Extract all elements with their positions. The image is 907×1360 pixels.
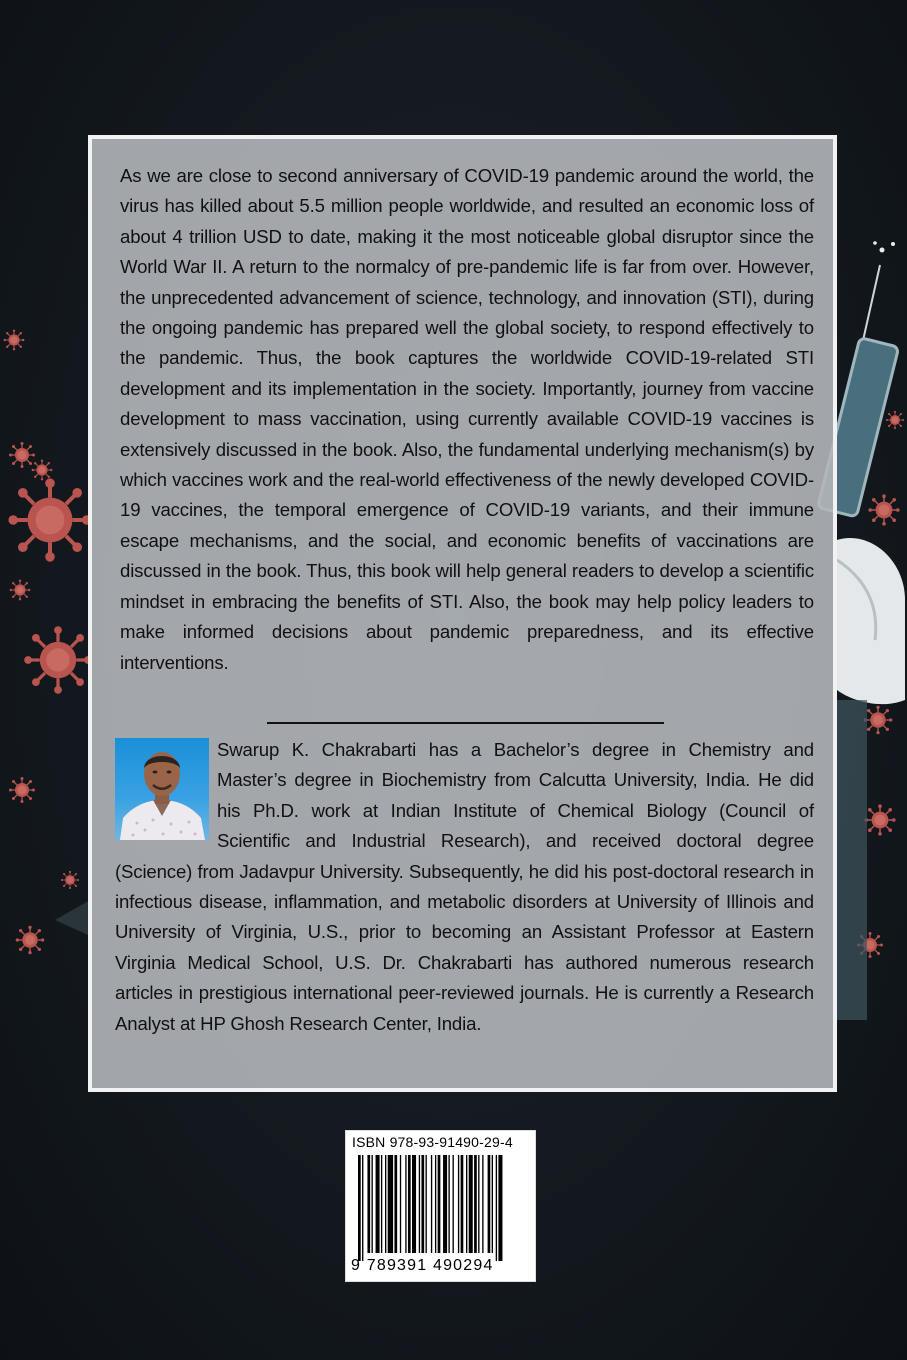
virus-icon [10,580,31,601]
isbn-label: ISBN 978-93-91490-29-4 [352,1134,513,1150]
isbn-barcode [345,1130,536,1282]
book-synopsis: As we are close to second anniversary of COVID-19 pandemic around the world, the virus has killed about 5.5 million people worldwide, and resulted an economic loss of about 4 trillion USD to date, making it the most noticeable global disruptor since the World War II. A return to the normalcy of pre-pandemic life is far from over. However, the unprecedented advancement of science, technology, and innovation (STI), during the ongoing pandemic has prepared well the global society, to respond effectively to the pandemic. Thus, the book captures the worldwide COVID-19-related STI development and its implementation in the society. Importantly, journey from vaccine development to mass vaccination, using currently available COVID-19 vaccines is extensively discussed in the book. Also, the fundamental underlying mechanism(s) by which vaccines work and the real-world effectiveness of the newly developed COVID-19 vaccines, the temporal emergence of COVID-19 variants, and their immune escape mechanisms, and the social, and economic benefits of vaccinations are discussed in the book. Thus, this book will help general readers to develop a scientific mindset in embracing the benefits of STI. Also, the book may help policy leaders to make informed decisions about pandemic preparedness, and its effective interventions. [120,165,814,673]
author-biography-text: Swarup K. Chakrabarti has a Bachelor’s degree in Chemistry and Master’s degree in Biochemistry from Calcutta University, India. He did his Ph.D. work at Indian Institute of Chemical Biology (Council of Scientific and Industrial Research), and received doctoral degree (Science) from Jadavpur University. Subsequently, he did his post-doctoral research in infectious disease, inflammation, and metabolic disorders at University of Illinois and University of Virginia, U.S., prior to becoming an Assistant Professor at Eastern Virginia Medical School, U.S. Dr. Chakrabarti has authored numerous research articles in prestigious international peer-reviewed journals. He is currently a Research Analyst at HP Ghosh Research Center, India. [115,739,814,1034]
virus-icon [61,871,79,889]
virus-icon [32,460,53,481]
ean-digits: 9 789391 490294 [351,1257,494,1274]
virus-icon [864,706,893,735]
back-cover-text-panel [88,135,837,1092]
virus-icon [9,777,35,803]
author-biography [115,735,814,1039]
virus-icon [9,442,35,468]
virus-icon [24,626,92,694]
section-divider [267,722,664,724]
virus-icon [864,804,895,835]
virus-icon [4,330,25,351]
barcode-bars [350,1155,533,1261]
virus-icon [886,411,904,429]
virus-icon [16,926,45,955]
virus-icon [868,494,899,525]
virus-icon [8,478,91,561]
